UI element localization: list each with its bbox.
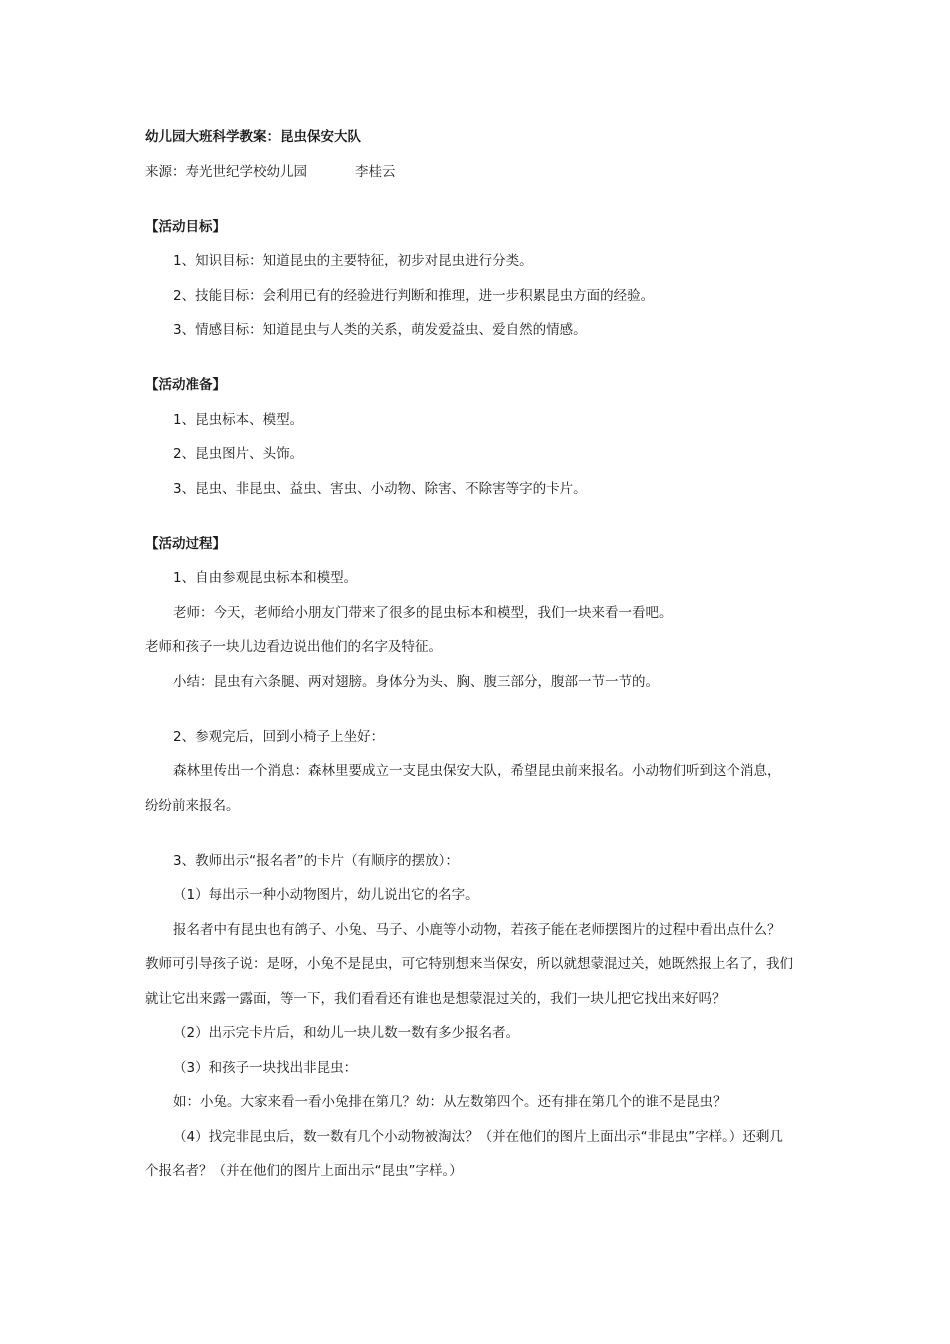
process-line: 小结：昆虫有六条腿、两对翅膀。身体分为头、胸、腹三部分，腹部一节一节的。 [173, 674, 659, 690]
process-line: 1、自由参观昆虫标本和模型。 [173, 570, 358, 586]
prep-item: 1、昆虫标本、模型。 [173, 412, 304, 428]
author-name: 李桂云 [355, 164, 396, 180]
process-line: 森林里传出一个消息：森林里要成立一支昆虫保安大队，希望昆虫前来报名。小动物们听到这个消息， [173, 763, 781, 779]
process-line: 个报名者？（并在他们的图片上面出示“昆虫”字样。） [145, 1163, 463, 1179]
source-line [145, 162, 396, 182]
process-line: 老师：今天，老师给小朋友门带来了很多的昆虫标本和模型，我们一块来看一看吧。 [173, 605, 673, 621]
process-line: 教师可引导孩子说：是呀，小兔不是昆虫，可它特别想来当保安，所以就想蒙混过关，她既然报上名了，我们 [145, 956, 793, 972]
document-title: 幼儿园大班科学教案：昆虫保安大队 [145, 129, 361, 145]
process-line: 就让它出来露一露面，等一下，我们看看还有谁也是想蒙混过关的，我们一块儿把它找出来好吗？ [145, 991, 726, 1007]
goal-heading: 【活动目标】 [145, 219, 226, 235]
process-line: 2、参观完后，回到小椅子上坐好： [173, 729, 385, 745]
process-line: 老师和孩子一块儿边看边说出他们的名字及特征。 [145, 639, 442, 655]
process-line: （1）每出示一种小动物图片，幼儿说出它的名字。 [173, 887, 479, 903]
process-line: 报名者中有昆虫也有鸽子、小兔、马子、小鹿等小动物，若孩子能在老师摆图片的过程中看出点什么？ [173, 922, 781, 938]
process-heading: 【活动过程】 [145, 536, 226, 552]
process-line: 3、教师出示“报名者”的卡片（有顺序的摆放）： [173, 853, 459, 869]
prep-item: 3、昆虫、非昆虫、益虫、害虫、小动物、除害、不除害等字的卡片。 [173, 481, 587, 497]
process-line: （2）出示完卡片后，和幼儿一块儿数一数有多少报名者。 [173, 1025, 520, 1041]
prep-heading: 【活动准备】 [145, 377, 226, 393]
prep-item: 2、昆虫图片、头饰。 [173, 446, 304, 462]
process-line: 纷纷前来报名。 [145, 798, 240, 814]
process-line: （4）找完非昆虫后，数一数有几个小动物被淘汰？（并在他们的图片上面出示“非昆虫”字样。）还剩几 [173, 1129, 783, 1145]
process-line: （3）和孩子一块找出非昆虫： [173, 1060, 358, 1076]
process-line: 如：小兔。大家来看一看小兔排在第几？幼：从左数第四个。还有排在第几个的谁不是昆虫？ [173, 1094, 727, 1110]
goal-item: 3、情感目标：知道昆虫与人类的关系，萌发爱益虫、爱自然的情感。 [173, 322, 587, 338]
goal-item: 2、技能目标：会利用已有的经验进行判断和推理，进一步积累昆虫方面的经验。 [173, 288, 655, 304]
goal-item: 1、知识目标：知道昆虫的主要特征，初步对昆虫进行分类。 [173, 253, 533, 269]
source-label: 来源：寿光世纪学校幼儿园 [145, 164, 307, 180]
